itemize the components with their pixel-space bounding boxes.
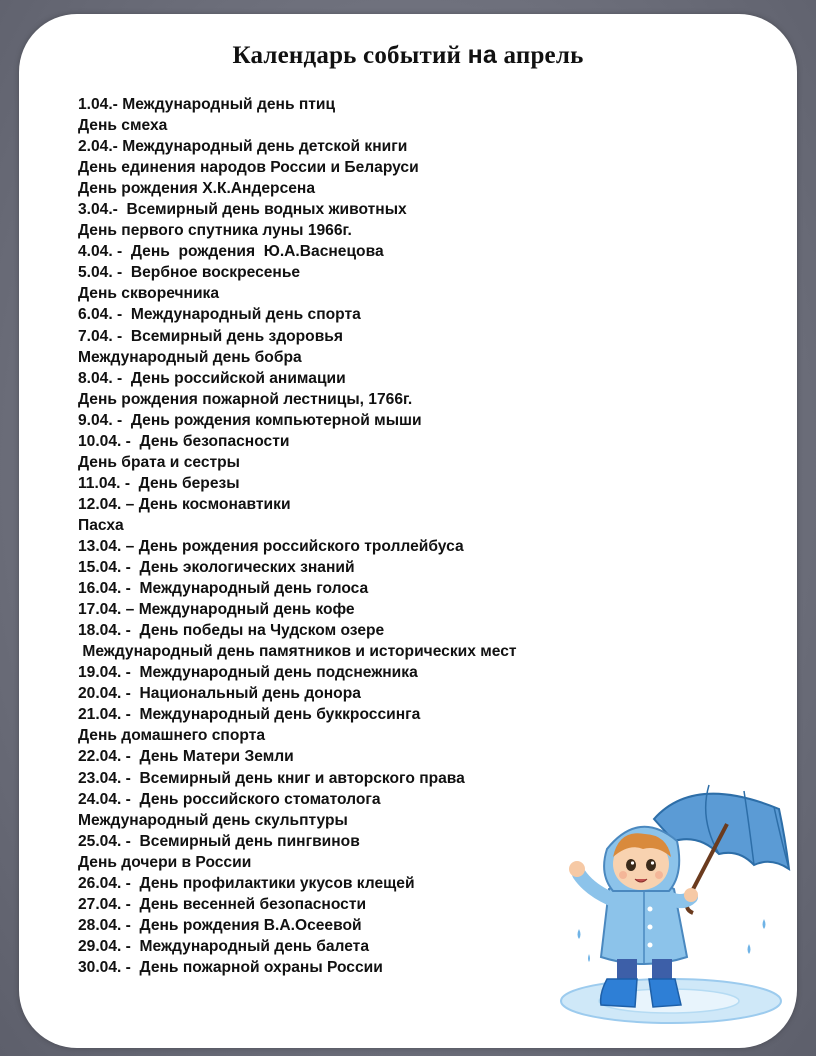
event-item: 30.04. - День пожарной охраны России <box>78 958 383 976</box>
calendar-card <box>19 14 797 1048</box>
child-with-umbrella-illustration <box>549 779 794 1029</box>
event-item: 24.04. - День российского стоматолога <box>78 790 381 808</box>
event-item: 15.04. - День экологических знаний <box>78 559 355 577</box>
event-item: 19.04. - Международный день подснежника <box>78 664 418 682</box>
event-item: 27.04. - День весенней безопасности <box>78 895 367 913</box>
event-item: День домашнего спорта <box>78 727 266 745</box>
event-item: 7.04. - Всемирный день здоровья <box>78 327 343 345</box>
event-item: 28.04. - День рождения В.А.Осеевой <box>78 916 362 934</box>
event-item: 16.04. - Международный день голоса <box>78 580 369 598</box>
event-item: День брата и сестры <box>78 453 240 471</box>
event-item: 21.04. - Международный день буккроссинга <box>78 706 421 724</box>
event-item: 17.04. – Международный день кофе <box>78 601 355 619</box>
event-item: 2.04.- Международный день детской книги <box>78 138 408 156</box>
event-item: 13.04. – День рождения российского троллейбуса <box>78 537 464 555</box>
event-item: День смеха <box>78 117 168 135</box>
event-item: Международный день бобра <box>78 348 302 366</box>
event-item: 3.04.- Всемирный день водных животных <box>78 201 407 219</box>
event-item: День дочери в России <box>78 853 252 871</box>
event-item: 23.04. - Всемирный день книг и авторского права <box>78 769 465 787</box>
event-item: 18.04. - День победы на Чудском озере <box>78 622 385 640</box>
event-item: 12.04. – День космонавтики <box>78 495 291 513</box>
event-item: 4.04. - День рождения Ю.А.Васнецова <box>78 243 384 261</box>
event-item: 29.04. - Международный день балета <box>78 937 369 955</box>
event-item: День первого спутника луны 1966г. <box>78 222 352 240</box>
event-item: Международный день скульптуры <box>78 811 348 829</box>
event-item: Международный день памятников и исторических мест <box>78 643 517 661</box>
event-item: День рождения пожарной лестницы, 1766г. <box>78 390 413 408</box>
event-item: 25.04. - Всемирный день пингвинов <box>78 832 360 850</box>
event-item: День скворечника <box>78 285 220 303</box>
event-item: 22.04. - День Матери Земли <box>78 748 294 766</box>
event-item: 8.04. - День российской анимации <box>78 369 346 387</box>
event-item: 5.04. - Вербное воскресенье <box>78 264 301 282</box>
event-item: Пасха <box>78 516 124 534</box>
event-item: 1.04.- Международный день птиц <box>78 96 336 113</box>
page-title <box>19 41 797 70</box>
event-item: 6.04. - Международный день спорта <box>78 306 361 324</box>
event-item: 9.04. - День рождения компьютерной мыши <box>78 411 422 429</box>
title-part-2: на <box>467 41 498 69</box>
event-item: День рождения Х.К.Андерсена <box>78 180 316 198</box>
event-item: 26.04. - День профилактики укусов клещей <box>78 874 415 892</box>
event-item: 20.04. - Национальный день донора <box>78 685 361 703</box>
event-item: День единения народов России и Беларуси <box>78 159 419 177</box>
title-part-3: апрель <box>497 42 584 69</box>
event-item: 11.04. - День березы <box>78 474 240 492</box>
event-item: 10.04. - День безопасности <box>78 432 290 450</box>
title-part-1: Календарь событий <box>232 42 468 69</box>
